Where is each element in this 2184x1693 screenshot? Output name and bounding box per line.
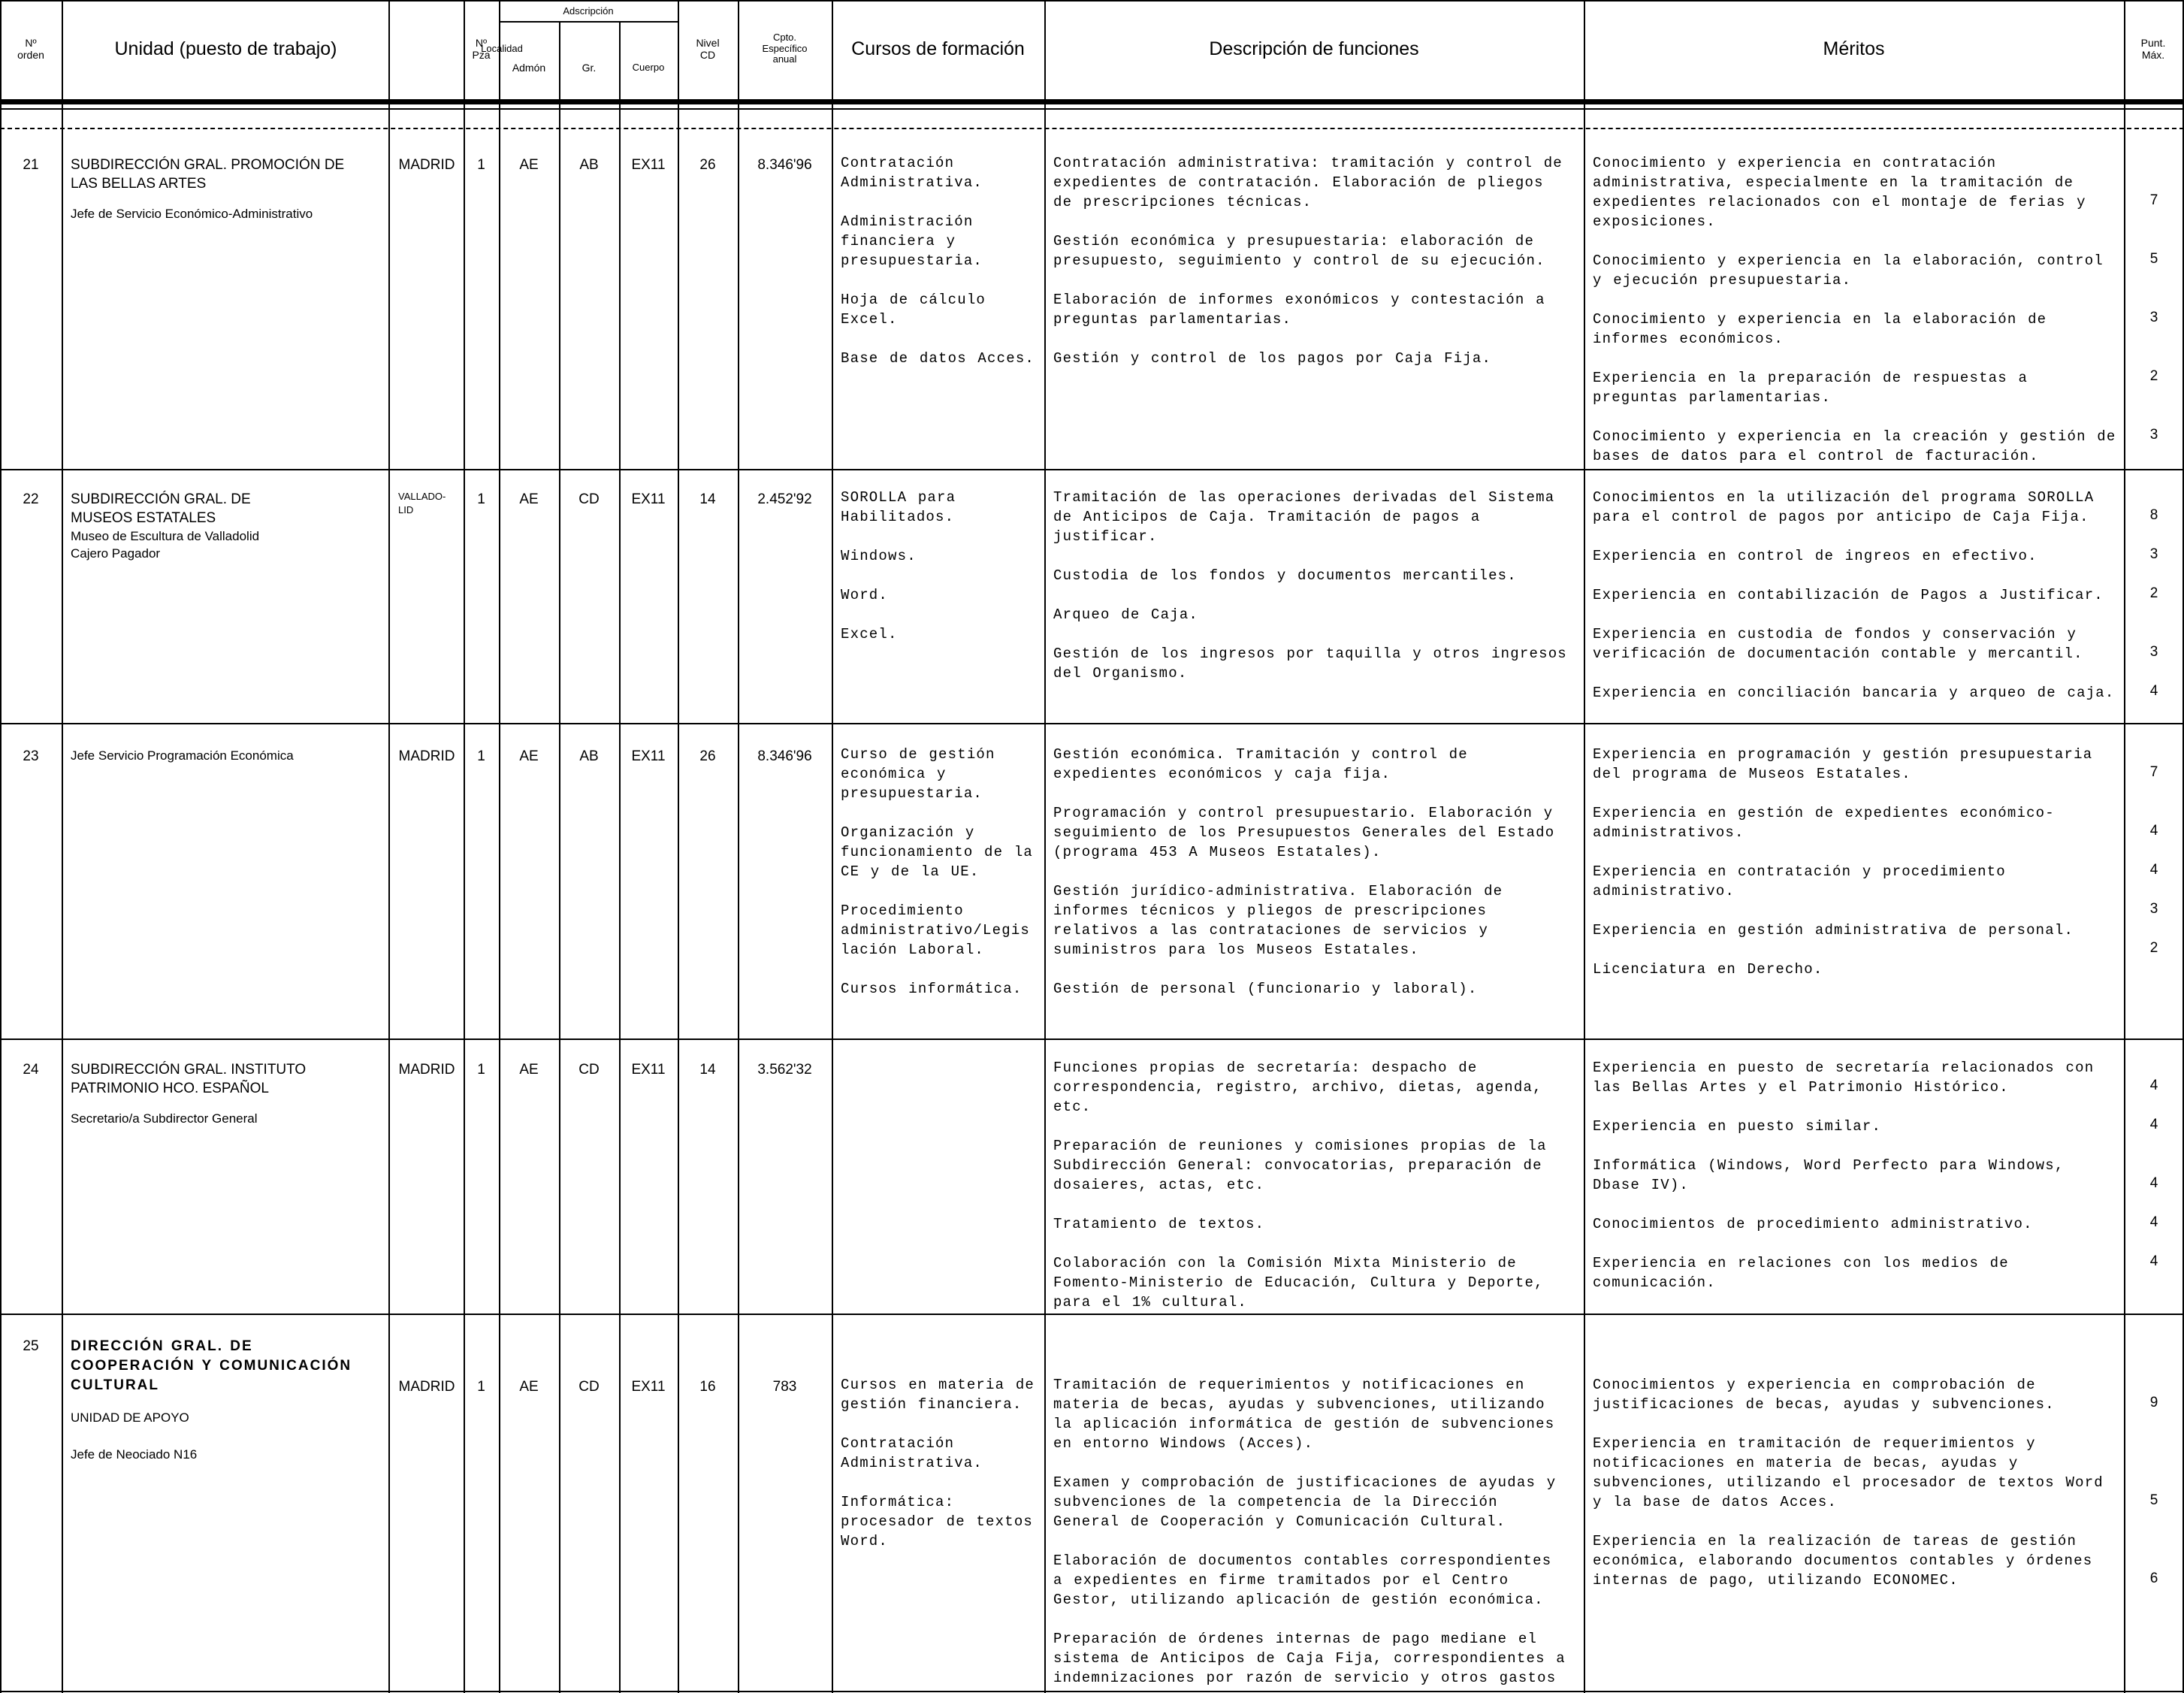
row-24-admon: AE [519, 1062, 539, 1078]
row-23-punt-3: 4 [2149, 862, 2158, 878]
row-23-cursos: Curso de gestión económica y presupuestaria. Organización y funcionamiento de la CE y de la UE. Procedimiento administrativo/Legislación Laboral. Cursos informática. [841, 746, 1034, 997]
col-rule-2 [388, 0, 390, 1693]
header-cursos: Cursos de formación [851, 38, 1025, 59]
col-rule-6 [619, 21, 621, 1693]
row-24-cpto: 3.562'32 [757, 1062, 812, 1078]
col-rule-0 [0, 0, 2, 1693]
row-25-localidad: MADRID [398, 1379, 455, 1395]
row-22-punt-5: 4 [2149, 683, 2158, 699]
row-22-punt-1: 8 [2149, 507, 2158, 523]
header-unidad: Unidad (puesto de trabajo) [114, 38, 337, 59]
header-admon: Admón [512, 61, 546, 74]
row-21-punt-2: 5 [2149, 251, 2158, 267]
row-22-cuerpo: EX11 [631, 491, 666, 507]
row-24-gr: CD [578, 1062, 600, 1078]
row-21-cuerpo: EX11 [631, 157, 666, 173]
row-22-admon: AE [519, 491, 539, 507]
row-22-funciones: Tramitación de las operaciones derivadas del Sistema de Anticipos de Caja. Tramitación de pagos a justificar. Custodia de los fondos y documentos mercantiles. Arqueo de Caja. Gestión de los ingresos por taquilla y otros ingresos del Organismo. [1053, 489, 1567, 682]
row-22-unidad: SUBDIRECCIÓN GRAL. DE MUSEOS ESTATALES Museo de Escultura de Valladolid Cajero Pagador [71, 491, 260, 561]
header-orden: Nº orden [17, 36, 44, 61]
row-25-funciones: Tramitación de requerimientos y notificaciones en materia de becas, ayudas y subvenciones, utilizando la aplicación informática de gestión de subvenciones en entorno Windows (Acces). Examen y comprobación de justificaciones de ayudas y subvenciones de la competencia de la Dirección General de Cooperación y Comunicación Cultural. Elaboración de documentos contables correspondientes a expedientes en firme tramitados por el Centro Gestor, utilizando aplicación de gestión económica. Preparación de órdenes internas de pago mediane el sistema de Anticipos de Caja Fija, correspondientes a indemnizaciones por razón de servicio y otros gastos [1053, 1377, 1566, 1686]
row-25-cursos: Cursos en materia de gestión financiera. Contratación Administrativa. Informática: procesador de textos Word. [841, 1377, 1035, 1549]
row-25-unidad: DIRECCIÓN GRAL. DE COOPERACIÓN Y COMUNICACIÓN CULTURAL UNIDAD DE APOYO Jefe de Neociado N16 [71, 1338, 352, 1462]
row-24-cuerpo: EX11 [631, 1062, 666, 1078]
col-rule-12 [2124, 0, 2125, 1693]
row-25-cpto: 783 [772, 1379, 797, 1395]
row-22-pza: 1 [477, 491, 485, 507]
row-23-punt-1: 7 [2149, 764, 2158, 780]
row-23-meritos: Experiencia en programación y gestión presupuestaria del programa de Museos Estatales. Experiencia en gestión de expedientes económico-administrativos. Experiencia en contratación y procedimiento administrativo. Experiencia en gestión administrativa de personal. Licenciatura en Derecho. [1593, 746, 2093, 978]
row-25-nivel: 16 [699, 1379, 716, 1395]
header-adscripcion: Adscripción [563, 5, 614, 17]
header-top-rule [0, 0, 2184, 2]
row-24-punt-2: 4 [2149, 1117, 2158, 1132]
row-24-orden: 24 [23, 1062, 39, 1078]
bottom-rule [0, 1691, 2184, 1692]
col-rule-9 [832, 0, 833, 1693]
row-21-cursos: Contratación Administrativa. Administración financiera y presupuestaria. Hoja de cálculo Excel. Base de datos Acces. [841, 155, 1035, 367]
col-rule-3 [464, 0, 465, 1693]
col-rule-10 [1044, 0, 1046, 1693]
header-descripcion: Descripción de funciones [1209, 38, 1419, 59]
row-24-localidad: MADRID [398, 1062, 455, 1078]
row-24-funciones: Funciones propias de secretaría: despacho de correspondencia, registro, archivo, dietas, agenda, etc. Preparación de reuniones y comisiones propias de la Subdirección General: convocatorias, preparación de dosaieres, actas, etc. Tratamiento de textos. Colaboración con la Comisión Mixta Ministerio de Fomento-Ministerio de Educación, Cultura y Deporte, para el 1% cultural. [1053, 1060, 1547, 1311]
row-22-nivel: 14 [699, 491, 716, 507]
row-21-punt-4: 2 [2149, 368, 2158, 384]
row-23-funciones: Gestión económica. Tramitación y control de expedientes económicos y caja fija. Programación y control presupuestario. Elaboración y seguimiento de los Presupuestos Generales del Estado (programa 453 A Museos Estatales). Gestión jurídico-administrativa. Elaboración de informes técnicos y pliegos de prescripciones relativos a las contrataciones de servicios y suministros para los Museos Estatales. Gestión de personal (funcionario y laboral). [1053, 746, 1555, 997]
row-rule-23 [0, 1038, 2184, 1040]
row-22-punt-4: 3 [2149, 644, 2158, 660]
header-dash-rule [0, 128, 2184, 129]
row-21-orden: 21 [23, 157, 39, 173]
row-25-meritos: Conocimientos y experiencia en comprobación de justificaciones de becas, ayudas y subvenciones. Experiencia en tramitación de requerimientos y notificaciones en materia de becas, ayudas y subvenciones, utilizando el procesador de textos Word y la base de datos Acces. Experiencia en la realización de tareas de gestión económica, elaborando documentos contables y órdenes internas de pago, utilizando ECONOMEC. [1593, 1377, 2104, 1589]
row-22-punt-3: 2 [2149, 585, 2158, 601]
row-21-funciones: Contratación administrativa: tramitación y control de expedientes de contratación. Elaboración de pliegos de prescripciones técnicas. Gestión económica y presupuestaria: elaboración de presupuesto, seguimiento y control de su ejecución. Elaboración de informes exonómicos y contestación a preguntas parlamentarias. Gestión y control de los pagos por Caja Fija. [1053, 155, 1563, 367]
row-22-meritos: Conocimientos en la utilización del programa SOROLLA para el control de pagos por anticipo de Caja Fija. Experiencia en control de ingreos en efectivo. Experiencia en contabilización de Pagos a Justificar. Experiencia en custodia de fondos y conservación y verificación de documentación contable y mercantil. Experiencia en conciliación bancaria y arqueo de caja. [1593, 489, 2115, 701]
row-23-cpto: 8.346'96 [757, 748, 812, 764]
row-23-cuerpo: EX11 [631, 748, 666, 764]
row-24-pza: 1 [477, 1062, 485, 1078]
header-sub-rule [0, 108, 2184, 110]
col-rule-8 [738, 0, 739, 1693]
row-22-gr: CD [578, 491, 600, 507]
row-21-pza: 1 [477, 157, 485, 173]
row-25-orden: 25 [23, 1338, 39, 1354]
row-23-punt-2: 4 [2149, 823, 2158, 839]
row-24-punt-3: 4 [2149, 1175, 2158, 1191]
row-21-meritos: Conocimiento y experiencia en contratación administrativa, especialmente en la tramitación de expedientes relacionados con el montaje de ferias y exposiciones. Conocimiento y experiencia en la elaboración, control y ejecución presupuestaria. Conocimiento y experiencia en la elaboración de informes económicos. Experiencia en la preparación de respuestas a preguntas parlamentarias. Conocimiento y experiencia en la creación y gestión de bases de datos para el control de facturación. [1593, 155, 2116, 464]
header-nivel: Nivel CD [696, 36, 720, 61]
row-23-nivel: 26 [699, 748, 716, 764]
row-23-admon: AE [519, 748, 539, 764]
row-24-punt-1: 4 [2149, 1078, 2158, 1093]
row-21-punt-5: 3 [2149, 427, 2158, 443]
row-23-localidad: MADRID [398, 748, 455, 764]
row-22-localidad: VALLADO-LID [398, 491, 446, 515]
col-rule-1 [62, 0, 63, 1693]
row-23-punt-5: 2 [2149, 940, 2158, 956]
header-cuerpo: Cuerpo [632, 61, 665, 73]
col-rule-5 [559, 21, 560, 1693]
row-24-punt-4: 4 [2149, 1214, 2158, 1230]
row-24-meritos: Experiencia en puesto de secretaría relacionados con las Bellas Artes y el Patrimonio Histórico. Experiencia en puesto similar. Informática (Windows, Word Perfecto para Windows, Dbase IV). Conocimientos de procedimiento administrativo. Experiencia en relaciones con los medios de comunicación. [1593, 1060, 2095, 1291]
row-25-pza: 1 [477, 1379, 485, 1395]
row-21-punt-1: 7 [2149, 192, 2158, 208]
row-23-punt-4: 3 [2149, 901, 2158, 917]
row-21-cpto: 8.346'96 [757, 157, 812, 173]
row-23-gr: AB [579, 748, 599, 764]
row-25-gr: CD [578, 1379, 600, 1395]
row-25-cuerpo: EX11 [631, 1379, 666, 1395]
row-23-orden: 23 [23, 748, 39, 764]
row-24-unidad: SUBDIRECCIÓN GRAL. INSTITUTO PATRIMONIO HCO. ESPAÑOL Secretario/a Subdirector General [71, 1062, 307, 1126]
header-cpto: Cpto. Específico anual [762, 31, 808, 65]
row-rule-22 [0, 723, 2184, 724]
header-pza-label: Nº Pza [472, 36, 491, 61]
header-puntuacion: Punt. Máx. [2140, 36, 2166, 61]
row-22-cursos: SOROLLA para Habilitados. Windows. Word. Excel. [841, 489, 956, 642]
row-24-nivel: 14 [699, 1062, 716, 1078]
row-24-punt-5: 4 [2149, 1253, 2158, 1269]
row-23-unidad: Jefe Servicio Programación Económica [71, 748, 294, 763]
row-21-unidad: SUBDIRECCIÓN GRAL. PROMOCIÓN DE LAS BELLAS ARTES Jefe de Servicio Económico-Administrativo [71, 157, 345, 221]
col-rule-7 [678, 0, 679, 1693]
row-25-punt-2: 5 [2149, 1492, 2158, 1508]
row-25-punt-3: 6 [2149, 1571, 2158, 1586]
row-21-nivel: 26 [699, 157, 716, 173]
row-21-admon: AE [519, 157, 539, 173]
col-rule-11 [1584, 0, 1585, 1693]
row-21-localidad: MADRID [398, 157, 455, 173]
col-rule-4 [499, 0, 500, 1693]
header-localidad: Localidad [481, 42, 523, 54]
header-bottom-rule [0, 99, 2184, 104]
row-25-admon: AE [519, 1379, 539, 1395]
row-23-pza: 1 [477, 748, 485, 764]
row-21-punt-3: 3 [2149, 310, 2158, 325]
row-22-orden: 22 [23, 491, 39, 507]
row-22-punt-2: 3 [2149, 546, 2158, 562]
row-22-cpto: 2.452'92 [757, 491, 812, 507]
row-21-gr: AB [579, 157, 599, 173]
header-gr: Gr. [581, 61, 597, 74]
header-meritos: Méritos [1823, 38, 1885, 59]
row-25-punt-1: 9 [2149, 1395, 2158, 1410]
